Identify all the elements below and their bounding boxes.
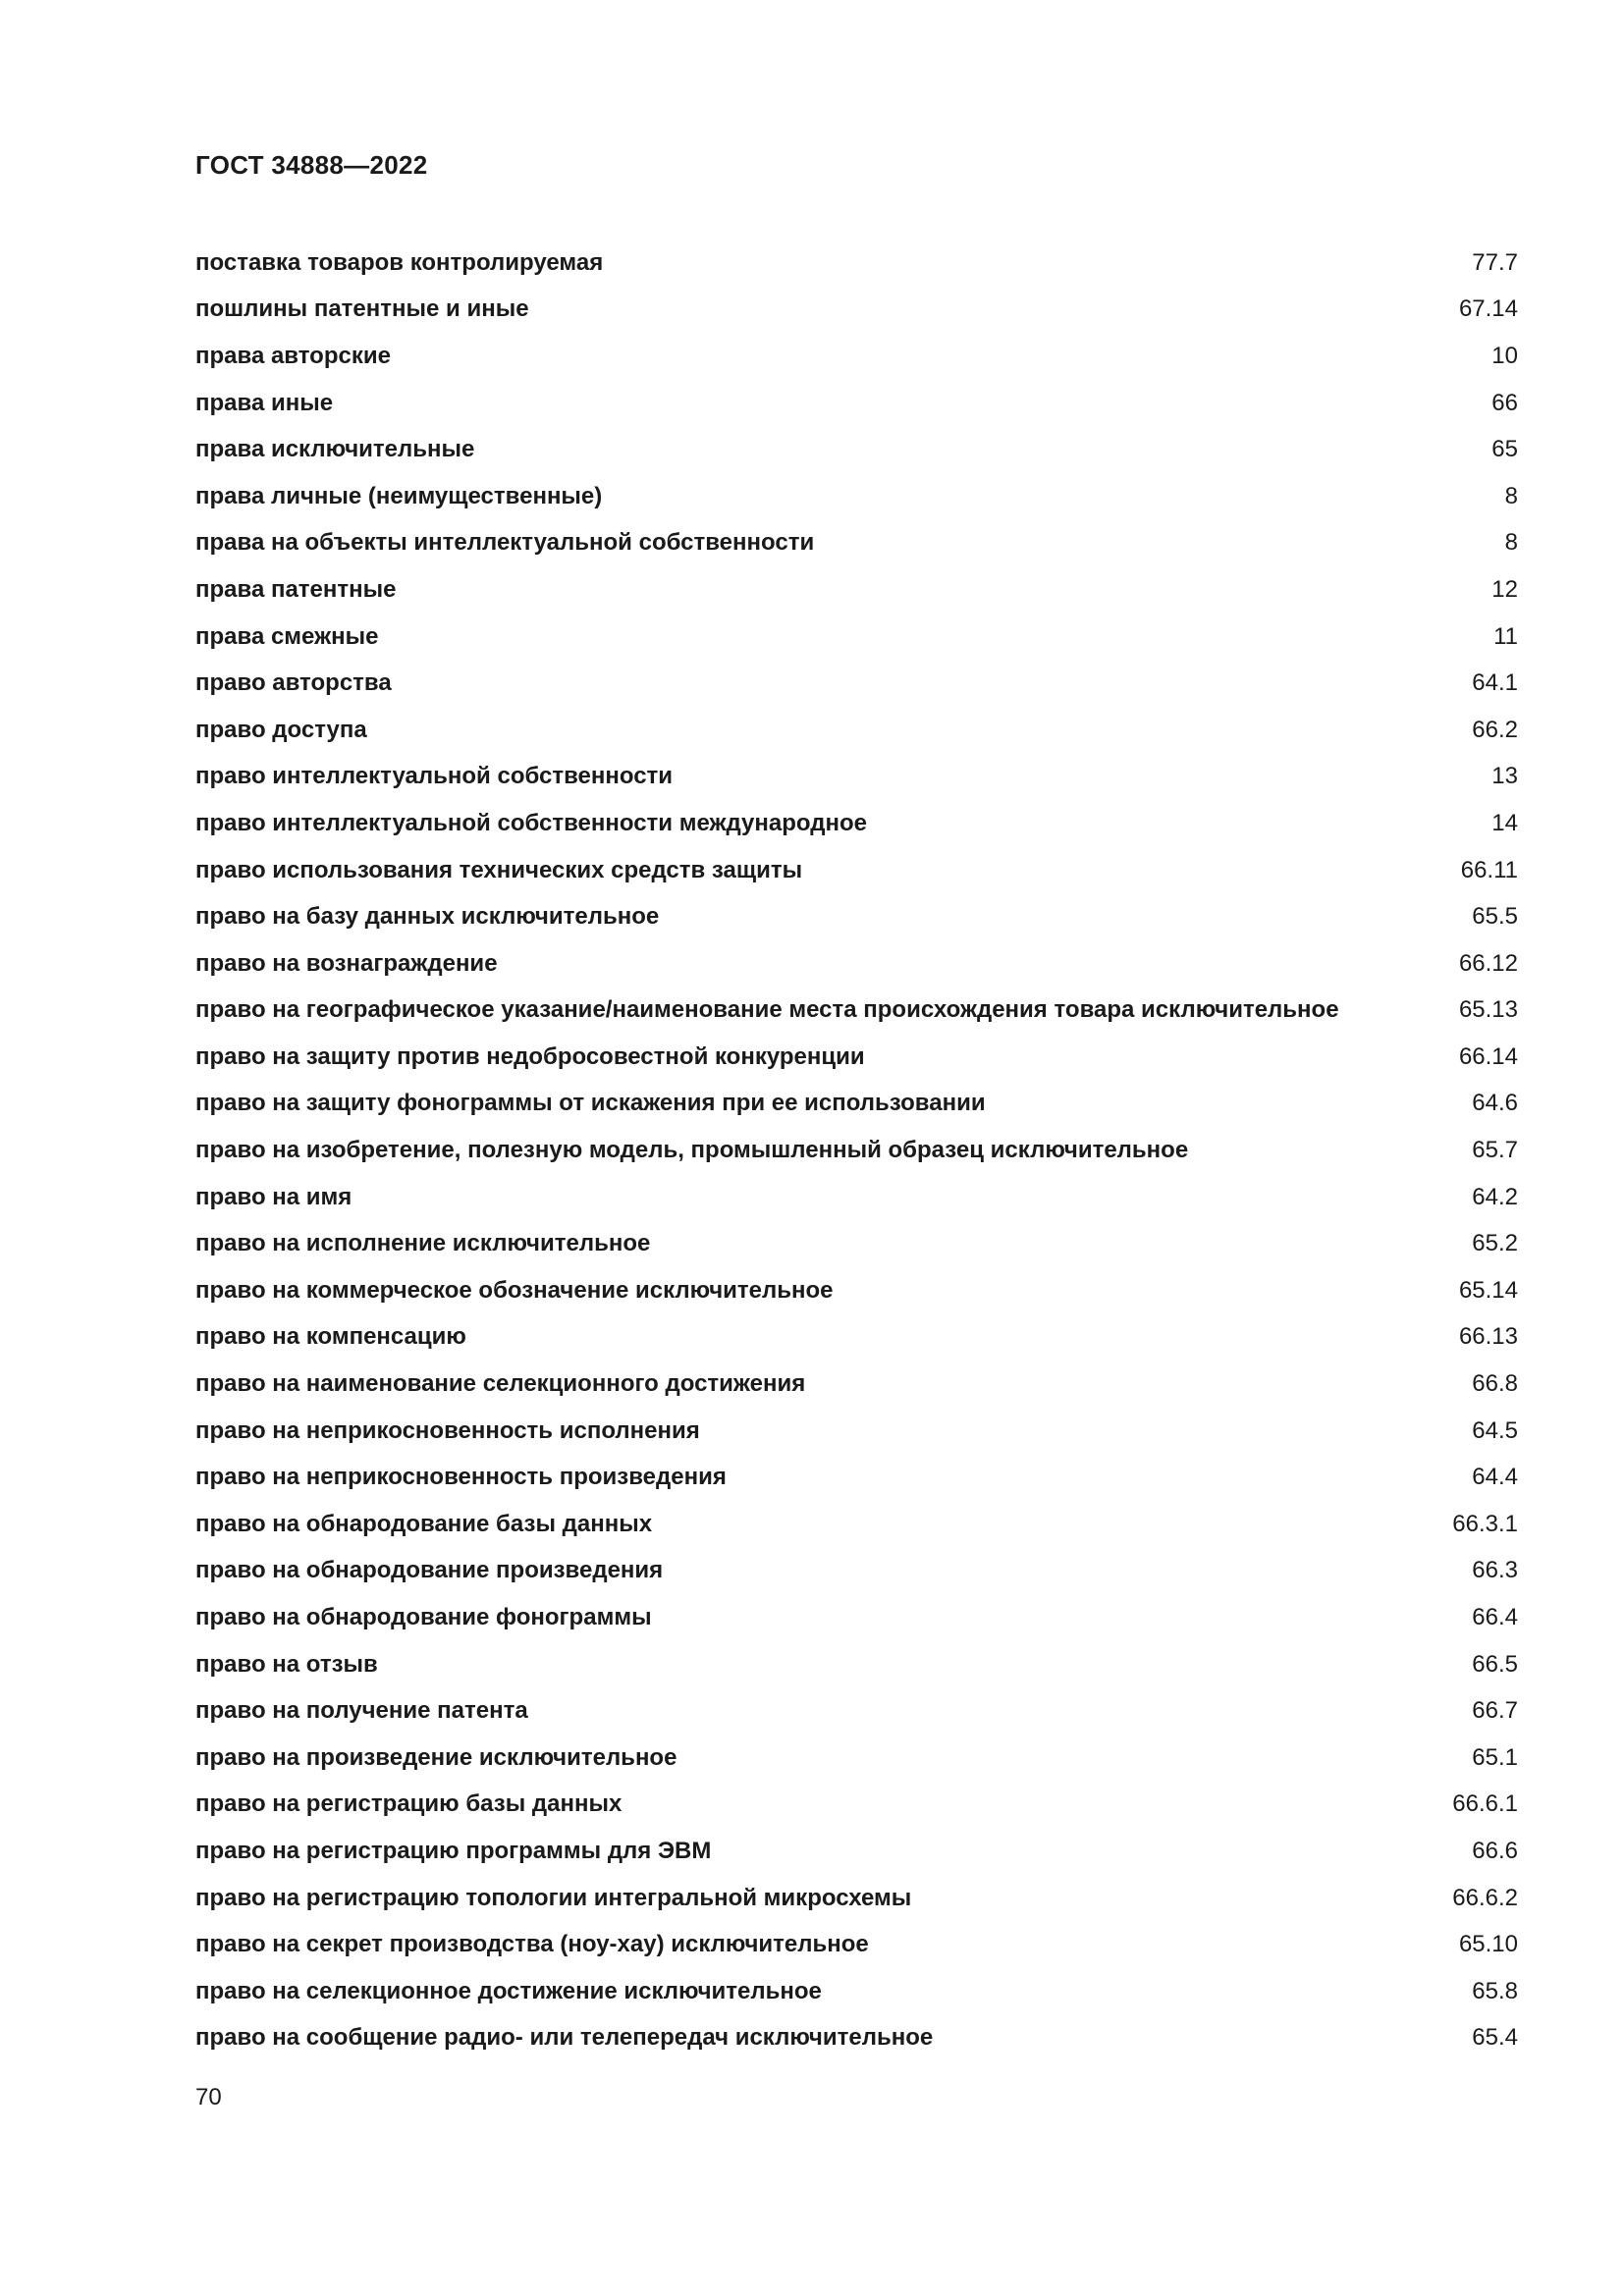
index-term: право на отзыв (195, 1650, 378, 1678)
index-term: право на регистрацию программы для ЭВМ (195, 1837, 712, 1864)
index-entry (195, 333, 1518, 380)
index-reference: 66.14 (1458, 1042, 1518, 1070)
index-term: право на получение патента (195, 1697, 528, 1725)
index-term: права на объекты интеллектуальной собственности (195, 529, 815, 557)
index-term: право на компенсацию (195, 1323, 466, 1351)
index-term: права авторские (195, 342, 391, 369)
index-term: права личные (неимущественные) (195, 482, 603, 509)
index-entry (195, 1735, 1518, 1782)
index-term: право использования технических средств защиты (195, 856, 803, 883)
index-reference: 10 (1491, 342, 1518, 369)
index-reference: 64.5 (1472, 1416, 1518, 1444)
index-reference: 64.6 (1472, 1090, 1518, 1117)
index-reference: 66.6.1 (1452, 1790, 1518, 1818)
index-reference: 65.5 (1472, 903, 1518, 931)
index-term: право на секрет производства (ноу-хау) исключительное (195, 1931, 869, 1958)
index-entry (195, 940, 1518, 988)
index-entry (195, 1921, 1518, 1968)
index-entry (195, 426, 1518, 473)
index-reference: 64.1 (1472, 669, 1518, 697)
index-entry (195, 473, 1518, 520)
index-term: право на неприкосновенность исполнения (195, 1416, 700, 1444)
index-reference: 13 (1491, 763, 1518, 790)
index-entry (195, 893, 1518, 940)
index-entry (195, 1968, 1518, 2015)
index-term: пошлины патентные и иные (195, 295, 529, 323)
index-entry (195, 988, 1518, 1035)
index-term: право на неприкосновенность произведения (195, 1464, 727, 1491)
index-entry (195, 1174, 1518, 1221)
index-reference: 66.11 (1460, 856, 1518, 883)
alphabetical-index (195, 240, 1518, 2061)
index-entry (195, 240, 1518, 287)
index-entry (195, 660, 1518, 707)
index-entry (195, 2015, 1518, 2062)
index-entry (195, 1361, 1518, 1408)
index-term: право на регистрацию базы данных (195, 1790, 623, 1818)
index-term: право интеллектуальной собственности (195, 763, 674, 790)
index-reference: 66.6.2 (1452, 1884, 1518, 1911)
index-term: права смежные (195, 622, 379, 650)
page-number: 70 (195, 2084, 222, 2110)
index-entry (195, 614, 1518, 661)
index-reference: 66.8 (1472, 1370, 1518, 1398)
index-term: поставка товаров контролируемая (195, 248, 604, 276)
index-term: право на защиту фонограммы от искажения при ее использовании (195, 1090, 986, 1117)
index-term: право на географическое указание/наименование места происхождения товара исключительное (195, 996, 1339, 1024)
index-entry (195, 287, 1518, 334)
index-term: право на селекционное достижение исключительное (195, 1977, 822, 2004)
index-reference: 8 (1504, 482, 1518, 509)
index-reference: 66.6 (1472, 1837, 1518, 1864)
index-entry (195, 1687, 1518, 1735)
index-reference: 65.13 (1458, 996, 1518, 1024)
index-term: право авторства (195, 669, 392, 697)
index-reference: 64.4 (1472, 1464, 1518, 1491)
index-entry (195, 1501, 1518, 1548)
index-reference: 66.2 (1472, 716, 1518, 743)
index-entry (195, 707, 1518, 754)
index-reference: 64.2 (1472, 1183, 1518, 1210)
index-entry (195, 754, 1518, 801)
index-entry (195, 520, 1518, 567)
index-entry (195, 1408, 1518, 1455)
index-entry (195, 1548, 1518, 1595)
index-entry (195, 1641, 1518, 1688)
index-reference: 65.1 (1472, 1743, 1518, 1771)
index-term: право на обнародование базы данных (195, 1510, 653, 1537)
index-reference: 66.5 (1472, 1650, 1518, 1678)
index-term: право доступа (195, 716, 367, 743)
index-entry (195, 1034, 1518, 1081)
index-reference: 8 (1504, 529, 1518, 557)
index-term: право на исполнение исключительное (195, 1230, 651, 1257)
index-entry (195, 566, 1518, 614)
index-reference: 65.4 (1472, 2024, 1518, 2052)
index-term: право на коммерческое обозначение исключительное (195, 1276, 834, 1304)
index-term: право на имя (195, 1183, 352, 1210)
index-term: право на обнародование произведения (195, 1557, 664, 1584)
index-entry (195, 1314, 1518, 1362)
index-reference: 11 (1493, 622, 1518, 650)
index-reference: 14 (1491, 809, 1518, 836)
index-term: право на сообщение радио- или телепередач исключительное (195, 2024, 934, 2052)
index-reference: 65.7 (1472, 1137, 1518, 1164)
index-term: право на базу данных исключительное (195, 903, 660, 931)
index-reference: 66.13 (1458, 1323, 1518, 1351)
index-term: право интеллектуальной собственности международное (195, 809, 867, 836)
index-entry (195, 847, 1518, 894)
index-reference: 65.2 (1472, 1230, 1518, 1257)
index-reference: 66.7 (1472, 1697, 1518, 1725)
index-term: право на произведение исключительное (195, 1743, 677, 1771)
index-entry (195, 1782, 1518, 1829)
index-term: право на защиту против недобросовестной конкуренции (195, 1042, 865, 1070)
standard-designation: ГОСТ 34888—2022 (195, 150, 428, 180)
index-reference: 65.14 (1458, 1276, 1518, 1304)
index-term: право на обнародование фонограммы (195, 1604, 652, 1631)
index-reference: 66.3 (1472, 1557, 1518, 1584)
index-reference: 65 (1491, 436, 1518, 463)
index-entry (195, 380, 1518, 427)
index-entry (195, 1828, 1518, 1875)
index-reference: 65.10 (1458, 1931, 1518, 1958)
index-term: права патентные (195, 575, 397, 603)
index-reference: 67.14 (1458, 295, 1518, 323)
index-term: право на наименование селекционного достижения (195, 1370, 806, 1398)
index-entry (195, 1454, 1518, 1501)
index-term: право на изобретение, полезную модель, промышленный образец исключительное (195, 1137, 1189, 1164)
index-reference: 66 (1491, 389, 1518, 416)
index-entry (195, 1081, 1518, 1128)
index-reference: 66.3.1 (1452, 1510, 1518, 1537)
index-entry (195, 800, 1518, 847)
index-term: право на вознаграждение (195, 949, 498, 977)
index-reference: 77.7 (1472, 248, 1518, 276)
index-reference: 66.4 (1472, 1604, 1518, 1631)
index-entry (195, 1594, 1518, 1641)
index-reference: 66.12 (1458, 949, 1518, 977)
index-entry (195, 1875, 1518, 1922)
index-term: права иные (195, 389, 334, 416)
index-reference: 65.8 (1472, 1977, 1518, 2004)
index-entry (195, 1220, 1518, 1267)
index-term: права исключительные (195, 436, 475, 463)
index-entry (195, 1267, 1518, 1314)
index-reference: 12 (1491, 575, 1518, 603)
index-term: право на регистрацию топологии интегральной микросхемы (195, 1884, 912, 1911)
index-entry (195, 1127, 1518, 1174)
